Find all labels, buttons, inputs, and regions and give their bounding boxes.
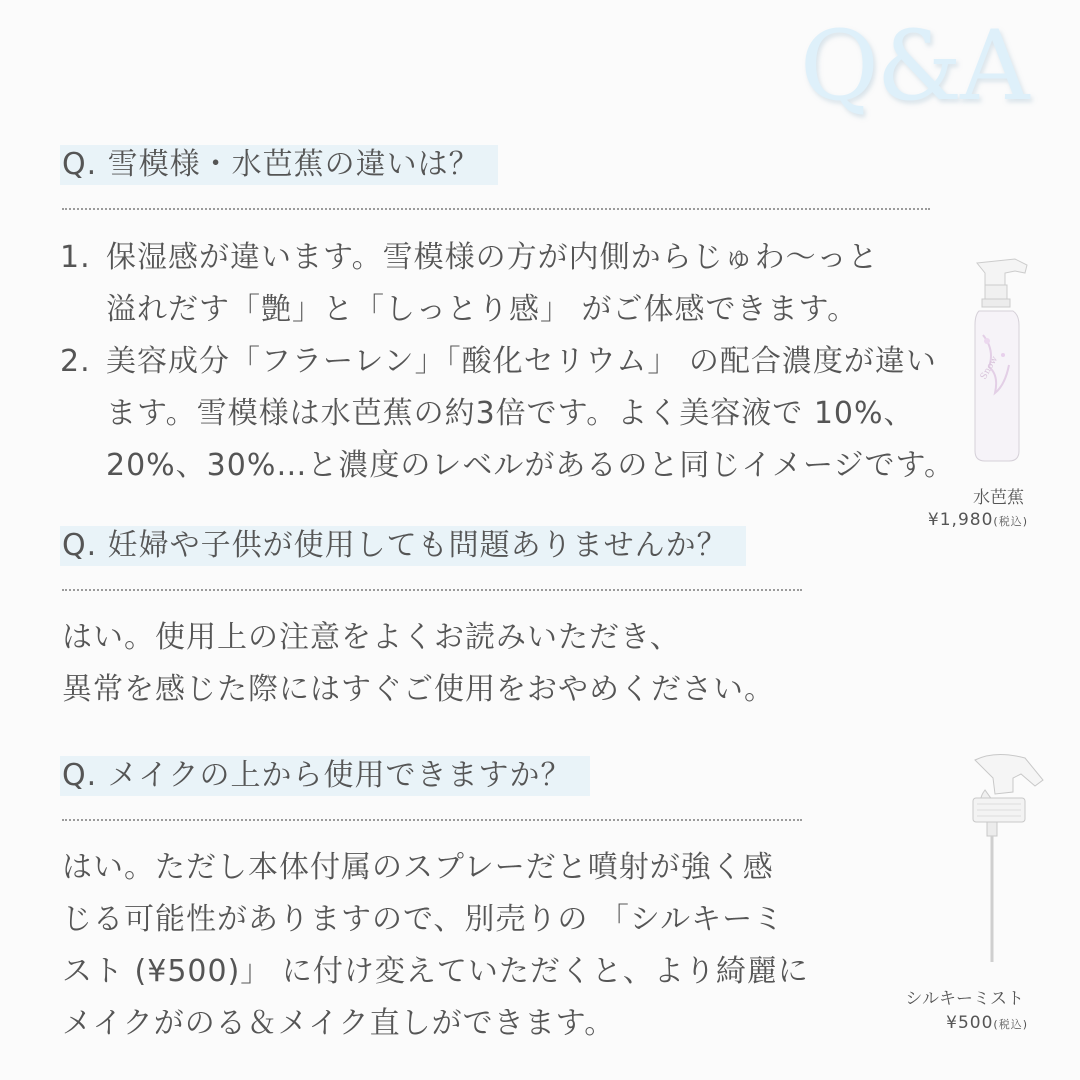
answer-number: 2. bbox=[60, 344, 91, 379]
answer-list-1 bbox=[60, 232, 955, 492]
svg-text:Snow: Snow bbox=[978, 354, 1001, 382]
tax-label: (税込) bbox=[993, 515, 1028, 528]
answer-line: 異常を感じた際にはすぐご使用をおやめください。 bbox=[62, 672, 775, 707]
qa-logo: Q&A bbox=[800, 10, 1028, 122]
answer-line: スト (¥500)」 に付け変えていただくと、より綺麗に bbox=[62, 954, 809, 989]
tax-label: (税込) bbox=[993, 1018, 1028, 1031]
question-heading-2: Q. 妊婦や子供が使用しても問題ありませんか？ bbox=[60, 526, 746, 566]
answer-line: じる可能性がありますので、別売りの 「シルキーミ bbox=[62, 902, 785, 937]
product-name-silky-mist: シルキーミスト bbox=[905, 989, 1024, 1009]
answer-line: ます。雪模様は水芭蕉の約3倍です。よく美容液で 10%、 bbox=[106, 396, 915, 431]
price-value: ¥1,980 bbox=[927, 510, 994, 530]
divider-2 bbox=[62, 589, 802, 591]
answer-line: 20%、30%…と濃度のレベルがあるのと同じイメージです。 bbox=[106, 448, 956, 483]
answer-line: 溢れだす「艶」と「しっとり感」 がご体感できます。 bbox=[106, 292, 859, 327]
mizubasho-bottle-image bbox=[965, 255, 1035, 465]
divider-1 bbox=[62, 208, 930, 210]
answer-line: 美容成分「フラーレン」「酸化セリウム」 の配合濃度が違い bbox=[106, 344, 937, 379]
answer-text-3 bbox=[62, 842, 809, 1050]
answer-item-1 bbox=[60, 232, 955, 336]
answer-line: メイクがのる＆メイク直しができます。 bbox=[62, 1006, 616, 1041]
product-price-silky-mist bbox=[946, 1013, 1028, 1033]
price-value: ¥500 bbox=[946, 1013, 994, 1033]
silky-mist-sprayer-image bbox=[955, 750, 1050, 975]
answer-item-2 bbox=[60, 336, 955, 492]
product-name-mizubasho: 水芭蕉 bbox=[973, 488, 1024, 508]
answer-line: はい。使用上の注意をよくお読みいただき、 bbox=[62, 620, 681, 655]
question-heading-1: Q. 雪模様・水芭蕉の違いは？ bbox=[60, 145, 498, 185]
divider-3 bbox=[62, 819, 802, 821]
answer-line: はい。ただし本体付属のスプレーだと噴射が強く感 bbox=[62, 850, 774, 885]
answer-number: 1. bbox=[60, 240, 91, 275]
product-price-mizubasho bbox=[928, 510, 1028, 530]
answer-text-2 bbox=[62, 612, 775, 716]
question-heading-3: Q. メイクの上から使用できますか？ bbox=[60, 756, 590, 796]
answer-line: 保湿感が違います。雪模様の方が内側からじゅわ〜っと bbox=[106, 240, 879, 275]
